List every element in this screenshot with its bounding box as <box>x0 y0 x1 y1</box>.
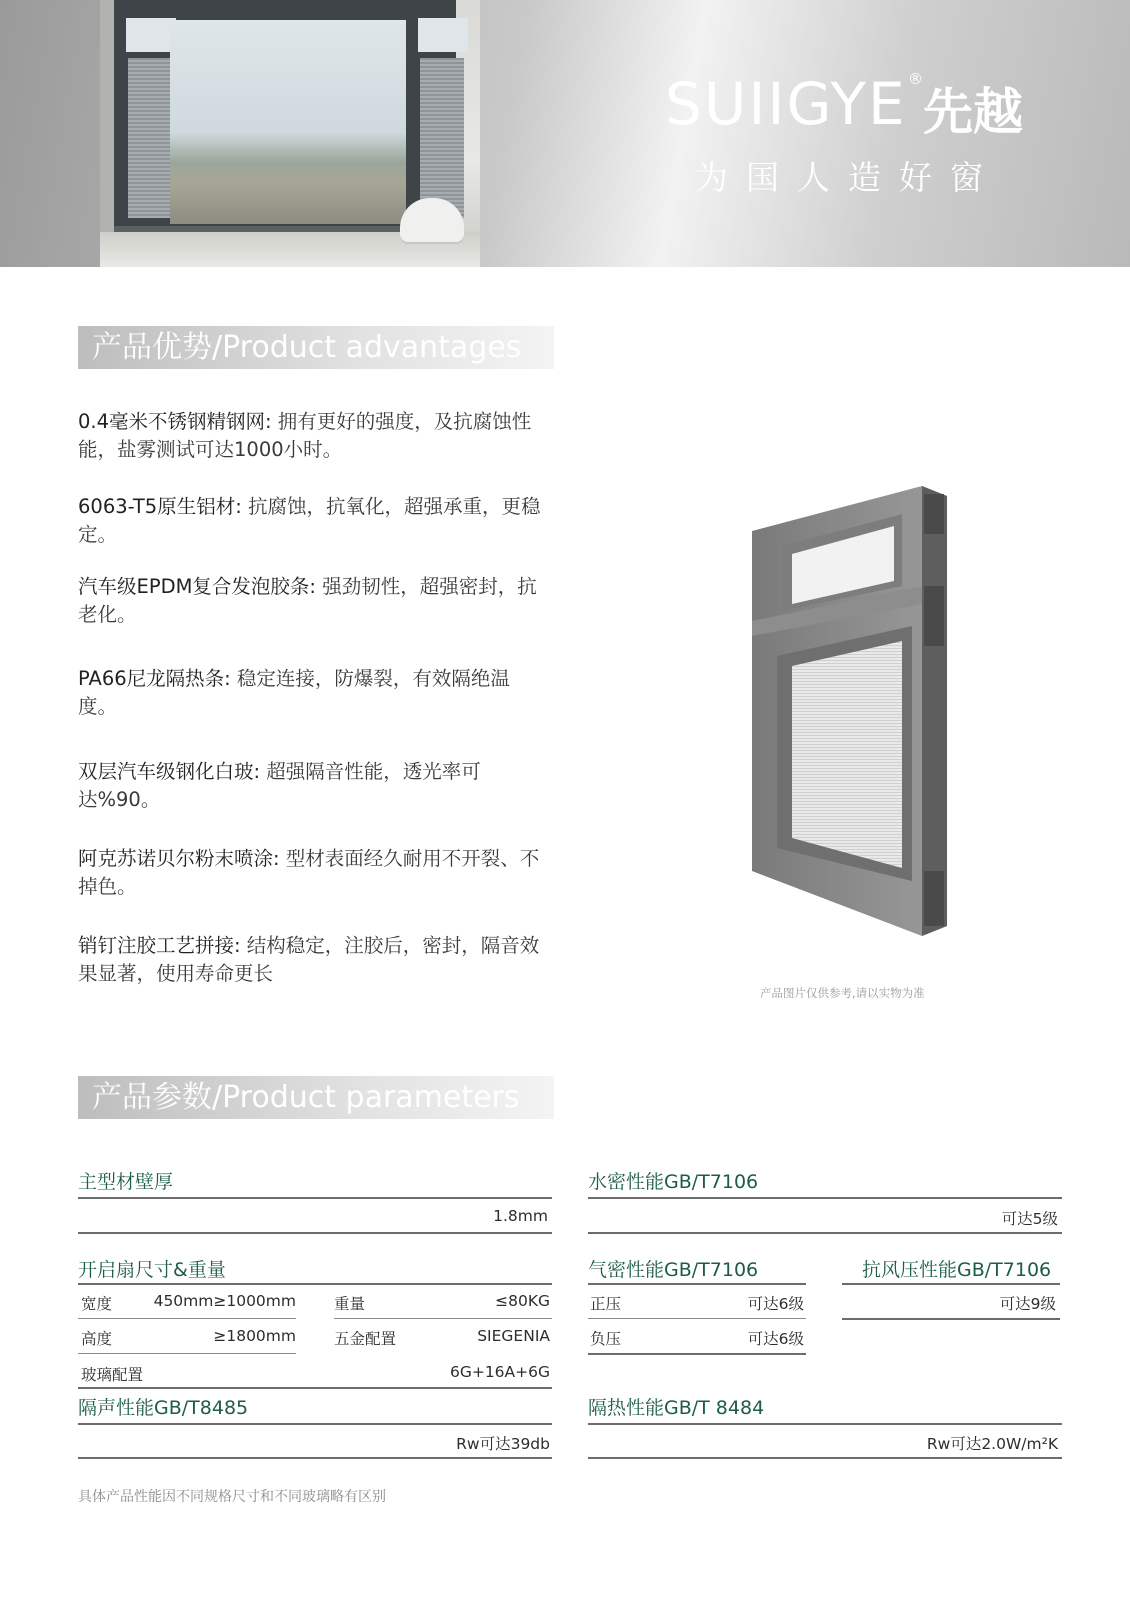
glass-label: 玻璃配置 <box>81 1366 144 1384</box>
advantage-desc: 强劲韧性，超强密封，抗老化。 <box>78 575 537 626</box>
advantage-term: 双层汽车级钢化白玻: <box>78 760 261 783</box>
hardware-label: 五金配置 <box>334 1330 397 1348</box>
divider <box>78 1197 552 1199</box>
divider <box>588 1423 1062 1425</box>
divider <box>78 1457 552 1459</box>
wall-thickness-value: 1.8mm <box>493 1207 548 1225</box>
thermal-title: 隔热性能GB/T 8484 <box>588 1397 765 1419</box>
sash-height-value: ≥1800mm <box>213 1327 296 1345</box>
air-tightness-title: 气密性能GB/T7106 <box>588 1259 759 1281</box>
advantage-item <box>78 758 548 814</box>
advantage-term: 汽车级EPDM复合发泡胶条: <box>78 575 316 598</box>
parameters-header: 产品参数/Product parameters <box>78 1076 554 1119</box>
wall-thickness-title: 主型材壁厚 <box>78 1171 174 1193</box>
window-top-pane-right <box>418 18 468 52</box>
advantage-term: PA66尼龙隔热条: <box>78 667 231 690</box>
divider <box>334 1318 552 1319</box>
water-tightness-title: 水密性能GB/T7106 <box>588 1171 759 1193</box>
advantage-item <box>78 665 548 721</box>
sash-title: 开启扇尺寸&重量 <box>78 1259 226 1281</box>
sash-width-value: 450mm≥1000mm <box>153 1292 296 1310</box>
advantage-desc: 型材表面经久耐用不开裂、不掉色。 <box>78 847 540 898</box>
advantage-item <box>78 932 548 988</box>
sash-height-label: 高度 <box>81 1330 113 1348</box>
brand-name-en: SUIIGYE <box>665 70 907 138</box>
hardware-value: SIEGENIA <box>477 1327 550 1345</box>
advantage-term: 0.4毫米不锈钢精钢网: <box>78 410 272 433</box>
brand-logo <box>665 70 1045 200</box>
sound-title: 隔声性能GB/T8485 <box>78 1397 249 1419</box>
divider <box>78 1232 552 1234</box>
advantage-desc: 超强隔音性能，透光率可达%90。 <box>78 760 481 811</box>
divider <box>78 1423 552 1425</box>
wind-pressure-title: 抗风压性能GB/T7106 <box>862 1259 1052 1281</box>
window-top-pane-left <box>126 18 176 52</box>
divider <box>588 1353 806 1355</box>
window-view-pane <box>170 20 406 224</box>
advantage-term: 阿克苏诺贝尔粉末喷涂: <box>78 847 280 870</box>
divider <box>78 1387 552 1389</box>
wind-pressure-value: 可达9级 <box>999 1295 1056 1313</box>
thermal-value: Rw可达2.0W/m²K <box>926 1435 1058 1453</box>
brand-slogan: 为国人造好窗 <box>695 158 1001 197</box>
sash-weight-value: ≤80KG <box>495 1292 550 1310</box>
sash-width-label: 宽度 <box>81 1295 113 1313</box>
negative-pressure-value: 可达6级 <box>747 1330 804 1348</box>
hero-banner <box>0 0 1130 267</box>
sash-weight-label: 重量 <box>334 1295 366 1313</box>
glass-value: 6G+16A+6G <box>449 1363 550 1381</box>
divider <box>588 1197 1062 1199</box>
brand-name-cn: 先越 <box>923 83 1023 141</box>
divider <box>588 1457 1062 1459</box>
hero-room-photo <box>100 0 480 267</box>
divider <box>842 1318 1060 1320</box>
image-note: 产品图片仅供参考,请以实物为准 <box>760 986 925 1000</box>
water-tightness-value: 可达5级 <box>1001 1210 1058 1228</box>
advantage-item <box>78 493 548 549</box>
registered-mark: ® <box>908 70 923 88</box>
window-screen-right <box>420 58 464 218</box>
window-product-image <box>752 486 962 936</box>
window-screen-left <box>128 58 172 218</box>
advantages-header: 产品优势/Product advantages <box>78 326 554 369</box>
advantage-item <box>78 845 548 901</box>
advantage-desc: 拥有更好的强度，及抗腐蚀性能，盐雾测试可达1000小时。 <box>78 410 532 461</box>
positive-pressure-value: 可达6级 <box>747 1295 804 1313</box>
negative-pressure-label: 负压 <box>590 1330 622 1348</box>
divider <box>588 1283 806 1285</box>
sound-value: Rw可达39db <box>456 1435 550 1453</box>
footnote: 具体产品性能因不同规格尺寸和不同玻璃略有区别 <box>78 1489 386 1505</box>
advantage-item <box>78 408 548 464</box>
divider <box>588 1318 806 1319</box>
divider <box>78 1283 552 1285</box>
positive-pressure-label: 正压 <box>590 1295 622 1313</box>
advantage-item <box>78 573 548 629</box>
advantage-term: 销钉注胶工艺拼接: <box>78 934 241 957</box>
advantage-desc: 抗腐蚀，抗氧化，超强承重，更稳定。 <box>78 495 541 546</box>
divider <box>588 1232 1062 1234</box>
advantage-term: 6063-T5原生铝材: <box>78 495 242 518</box>
advantage-desc: 稳定连接，防爆裂，有效隔绝温度。 <box>78 667 510 718</box>
divider <box>78 1353 296 1354</box>
advantage-desc: 结构稳定，注胶后，密封，隔音效果显著，使用寿命更长 <box>78 934 540 985</box>
divider <box>842 1283 1060 1285</box>
divider <box>78 1318 296 1319</box>
